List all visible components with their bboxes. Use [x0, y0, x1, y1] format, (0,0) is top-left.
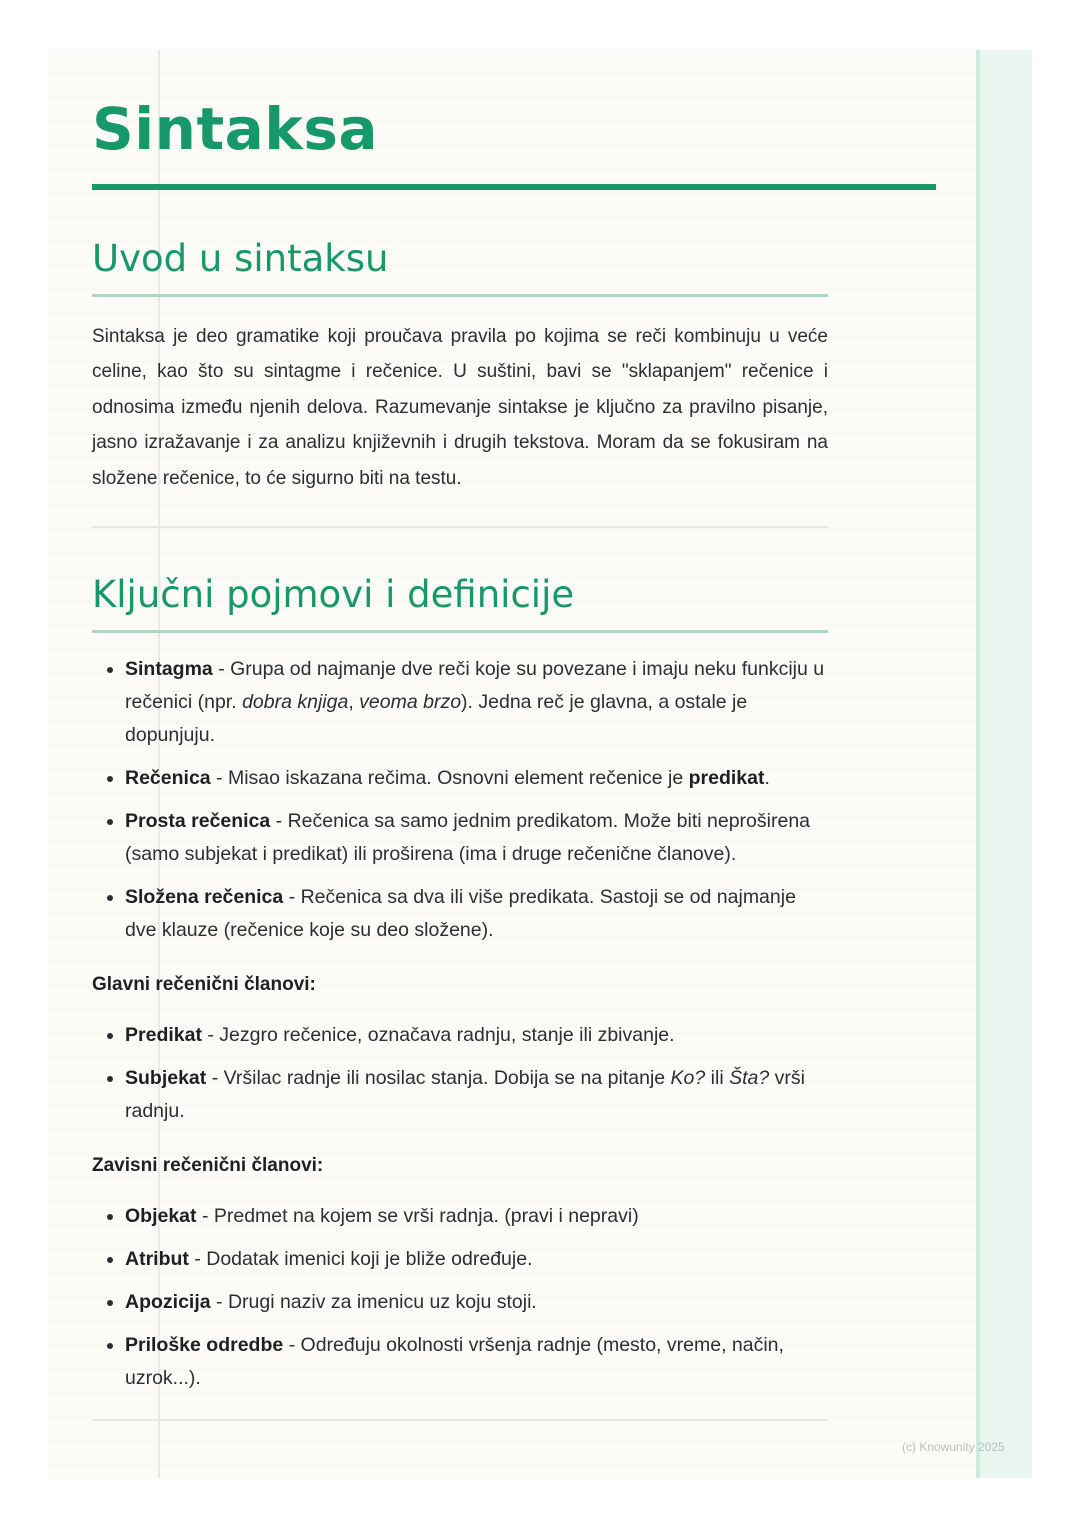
- definition-text: ). Jedna reč je glavna, a ostale je dopunjuju.: [125, 690, 748, 746]
- intro-heading: Uvod u sintaksu: [92, 237, 389, 280]
- term: Atribut: [125, 1247, 189, 1270]
- definition-text: ili: [705, 1066, 730, 1089]
- list-item: [125, 881, 828, 947]
- definition-text: - Rečenica sa samo jednim predikatom. Može biti neproširena (samo subjekat i predikat) ili proširena (ima i druge rečenične članove).: [125, 809, 811, 865]
- section-separator: [92, 1419, 828, 1421]
- section-separator: [92, 526, 828, 528]
- definition-text: - Jezgro rečenice, označava radnju, stanje ili zbivanje.: [201, 1023, 675, 1046]
- list-item: [125, 805, 828, 871]
- right-margin-band: [976, 50, 1032, 1478]
- notebook-page: [48, 50, 1032, 1478]
- watermark: (c) Knowunity 2025: [902, 1440, 1005, 1454]
- key-terms-section: [92, 575, 828, 1421]
- term: Objekat: [125, 1204, 197, 1227]
- question-text: Ko?: [670, 1066, 706, 1089]
- list-item: [125, 1243, 828, 1276]
- definition-text: - Dodatak imenici koji je bliže određuje.: [188, 1247, 533, 1270]
- definition-text: vrši radnju.: [125, 1066, 805, 1122]
- definition-text: - Grupa od najmanje dve reči koje su povezane i imaju neku funkciju u rečenici (npr.: [125, 657, 825, 713]
- separator-text: ,: [348, 690, 360, 713]
- term: Rečenica: [125, 766, 211, 789]
- term: Apozicija: [125, 1290, 211, 1313]
- definition-text: - Drugi naziv za imenicu uz koju stoji.: [210, 1290, 537, 1313]
- definition-text: - Rečenica sa dva ili više predikata. Sastoji se od najmanje dve klauze (rečenice koje su deo složene).: [125, 885, 796, 941]
- example-text: dobra knjiga: [242, 690, 349, 713]
- dependent-members-heading: Zavisni rečenični članovi:: [92, 1154, 324, 1176]
- intro-heading-underline: [92, 294, 828, 297]
- main-members-list: [92, 1019, 828, 1128]
- dependent-members-list: [92, 1200, 828, 1395]
- definition-text: - Određuju okolnosti vršenja radnje (mesto, vreme, način, uzrok...).: [125, 1333, 784, 1389]
- title-divider: [92, 184, 936, 190]
- term: Prosta rečenica: [125, 809, 271, 832]
- term: Predikat: [125, 1023, 202, 1046]
- document-content: [92, 90, 936, 1421]
- intro-section: [92, 239, 828, 528]
- list-item: [125, 1286, 828, 1319]
- question-text: Šta?: [729, 1066, 770, 1089]
- emphasis-term: predikat: [688, 766, 765, 789]
- page-title: Sintaksa: [92, 95, 379, 163]
- intro-paragraph: Sintaksa je deo gramatike koji proučava pravila po kojima se reči kombinuju u veće celine, kao što su sintagme i rečenice. U suštini, bavi se "sklapanjem" rečenice i odnosima između njenih delova. Razumevanje sintakse je ključno za pravilno pisanje, jasno izražavanje i za analizu književnih i drugih tekstova. Moram da se fokusiram na složene rečenice, to će sigurno biti na testu.: [92, 325, 828, 489]
- list-item: [125, 1200, 828, 1233]
- list-item: [125, 1019, 828, 1052]
- term: Priloške odredbe: [125, 1333, 284, 1356]
- term: Složena rečenica: [125, 885, 284, 908]
- key-terms-list: [92, 653, 828, 947]
- list-item: [125, 1329, 828, 1395]
- definition-text: - Misao iskazana rečima. Osnovni element rečenice je: [210, 766, 689, 789]
- list-item: [125, 653, 828, 752]
- key-terms-heading: Ključni pojmovi i definicije: [92, 573, 575, 617]
- definition-text: - Vršilac radnje ili nosilac stanja. Dobija se na pitanje: [206, 1066, 671, 1089]
- list-item: [125, 762, 828, 795]
- example-text: veoma brzo: [359, 690, 462, 713]
- definition-text: .: [764, 766, 770, 789]
- right-margin-line: [976, 50, 980, 1478]
- key-terms-heading-underline: [92, 630, 828, 633]
- list-item: [125, 1062, 828, 1128]
- term: Sintagma: [125, 657, 213, 680]
- main-members-heading: Glavni rečenični članovi:: [92, 973, 316, 995]
- definition-text: - Predmet na kojem se vrši radnja. (pravi i nepravi): [196, 1204, 639, 1227]
- term: Subjekat: [125, 1066, 207, 1089]
